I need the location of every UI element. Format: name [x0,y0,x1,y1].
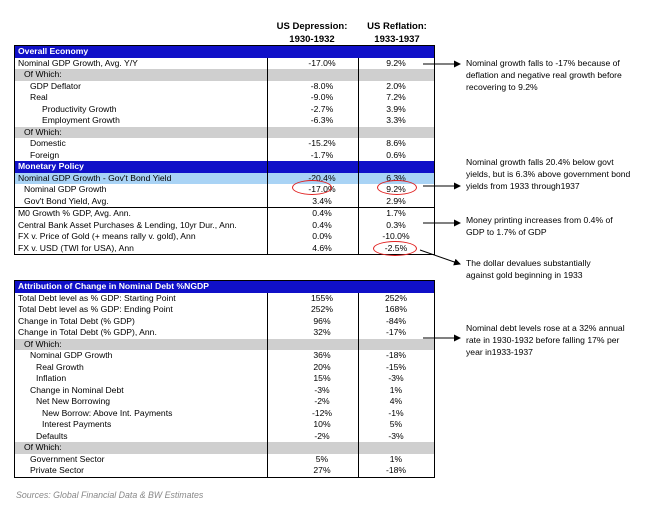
row-label: Interest Payments [42,419,112,429]
value-1930-1932: -8.0% [310,80,334,91]
row-label: Total Debt level as % GDP: Ending Point [18,304,173,314]
row-label: Nominal GDP Growth, Avg. Y/Y [18,57,138,68]
row-label: Private Sector [30,465,84,475]
table-row [15,243,434,255]
source-note: Sources: Global Financial Data & BW Estimates [16,490,204,500]
value-1930-1932: 0.4% [312,208,332,218]
table-row [15,104,434,116]
value-1930-1932: 4.6% [312,242,332,253]
value-1933-1937: -17% [385,327,407,337]
highlight-circle-neg10 [373,241,417,256]
table-row [15,184,434,196]
value-1933-1937: -3% [388,430,404,441]
header-col1-line2: 1930-1932 [289,34,335,45]
value-1930-1932: 10% [313,419,331,429]
value-1933-1937: 9.2% [386,57,406,68]
table-row [15,138,434,150]
value-1930-1932: -2.7% [310,103,334,114]
table-row [15,362,434,374]
value-1933-1937: -3% [388,373,404,383]
value-1933-1937: 4% [389,396,403,406]
value-1930-1932: -2% [314,396,330,406]
row-label: Overall Economy [18,46,89,56]
row-label: New Borrow: Above Int. Payments [42,407,173,418]
row-label: Change in Total Debt (% GDP) [18,315,135,326]
table-row [15,396,434,408]
value-1933-1937: -84% [385,315,407,326]
row-label: Defaults [36,430,68,441]
note-debt-levels: Nominal debt levels rose at a 32% annual rate in 1930-1932 before falling 17% per year in1933-1937 [466,323,625,357]
table-row [15,196,434,208]
value-1930-1932: 155% [311,292,333,303]
value-1930-1932: 0.4% [312,219,332,230]
value-1933-1937: 1% [389,453,403,464]
row-label: Nominal GDP Growth - Gov't Bond Yield [18,172,172,183]
value-1933-1937: 2.0% [386,80,406,91]
note-dollar-devalues: The dollar devalues substantially against gold beginning in 1933 [466,258,591,280]
table-row [15,231,434,243]
header-col2 [352,20,442,46]
table-row [15,293,434,305]
value-1930-1932: 252% [311,304,333,314]
value-1930-1932: 20% [313,361,331,372]
table-row [15,373,434,385]
row-label: Central Bank Asset Purchases & Lending, 10yr Dur., Ann. [18,219,237,230]
row-label: Nominal GDP Growth [24,184,107,194]
value-1933-1937: 2.9% [386,195,406,206]
table-row [15,419,434,431]
column-divider [267,293,268,477]
value-1930-1932: -2% [314,430,330,441]
header-col2-line2: 1933-1937 [374,34,420,45]
table-row [15,316,434,328]
highlight-circle-neg20 [292,180,332,195]
value-1933-1937: -2.5% [384,242,408,253]
row-label: Net New Borrowing [36,396,111,406]
table-row [15,81,434,93]
table-row [15,115,434,127]
row-label: Gov't Bond Yield, Avg. [24,195,109,206]
row-label: Monetary Policy [18,161,84,171]
row-label: Government Sector [30,453,105,464]
debt-attribution-table [14,280,435,478]
row-label: Productivity Growth [42,103,117,114]
row-label: Real [30,92,48,102]
table-row [15,327,434,339]
table-row [15,339,434,351]
row-label: FX v. USD (TWI for USA), Ann [18,242,134,253]
value-1933-1937: 1.7% [386,208,406,218]
value-1933-1937: 8.6% [386,138,406,148]
highlight-circle-6pct [377,180,417,195]
value-1930-1932: -1.7% [310,149,334,160]
section-header [15,46,434,58]
value-1933-1937: -18% [385,350,407,360]
value-1930-1932: -20.4% [308,172,336,183]
value-1930-1932: 96% [313,315,331,326]
value-1933-1937: 9.2% [386,184,406,194]
value-1930-1932: -3% [314,384,330,395]
column-divider [267,58,268,255]
row-label: GDP Deflator [30,80,81,91]
row-label: Total Debt level as % GDP: Starting Point [18,292,176,303]
value-1933-1937: 168% [385,304,407,314]
column-divider [358,58,359,255]
value-1933-1937: -10.0% [382,231,410,241]
header-col2-line1: US Reflation: [367,21,427,32]
table-row [15,127,434,139]
value-1933-1937: 7.2% [386,92,406,102]
economy-table [14,45,435,255]
column-divider [358,293,359,477]
value-1930-1932: 0.0% [312,231,332,241]
section-header [15,281,434,293]
row-label: FX v. Price of Gold (+ means rally v. gold), Ann [18,231,196,241]
header-col1-line1: US Depression: [276,21,348,32]
value-1930-1932: -6.3% [310,115,334,125]
value-1933-1937: -18% [385,465,407,475]
value-1930-1932: 36% [313,350,331,360]
table-row [15,465,434,477]
table-row [15,69,434,81]
value-1930-1932: 32% [313,327,331,337]
table-row [15,173,434,185]
row-label: Inflation [36,373,67,383]
row-label: Real Growth [36,361,84,372]
value-1933-1937: -1% [388,407,404,418]
table-row [15,408,434,420]
row-label: Of Which: [24,69,62,79]
value-1933-1937: 3.9% [386,103,406,114]
row-label: Attribution of Change in Nominal Debt %NGDP [18,281,209,291]
value-1933-1937: 0.6% [386,149,406,160]
value-1930-1932: 5% [315,453,329,464]
value-1930-1932: -17.0% [308,184,336,194]
table-row [15,454,434,466]
table-row [15,304,434,316]
value-1933-1937: 1% [389,384,403,395]
value-1933-1937: 3.3% [386,115,406,125]
table-row [15,385,434,397]
value-1933-1937: 0.3% [386,219,406,230]
row-label: Of Which: [24,126,62,137]
note-money-printing: Money printing increases from 0.4% of GDP to 1.7% of GDP [466,215,613,237]
row-label: Change in Nominal Debt [30,384,124,395]
note-nominal-growth: Nominal growth falls to -17% because of deflation and negative real growth before recovering to 9.2% [466,58,622,92]
value-1933-1937: 5% [389,419,403,429]
note-bond-yield: Nominal growth falls 20.4% below govt yields, but is 6.3% above government bond yields from 1933 through1937 [466,157,631,191]
row-label: Domestic [30,138,66,148]
table-row [15,350,434,362]
value-1933-1937: -15% [385,361,407,372]
row-label: M0 Growth % GDP, Avg. Ann. [18,208,131,218]
value-1930-1932: -9.0% [310,92,334,102]
value-1930-1932: -12% [311,407,333,418]
row-label: Nominal GDP Growth [30,350,113,360]
table-row [15,442,434,454]
row-label: Of Which: [24,442,62,452]
table-row [15,58,434,70]
header-col1 [267,20,357,46]
table-row [15,207,434,220]
table-row [15,150,434,162]
value-1930-1932: 15% [313,373,331,383]
row-label: Of Which: [24,338,62,349]
value-1930-1932: -17.0% [308,57,336,68]
value-1933-1937: 6.3% [386,172,406,183]
table-row [15,92,434,104]
value-1933-1937: 252% [385,292,407,303]
value-1930-1932: 27% [313,465,331,475]
row-label: Employment Growth [42,115,120,125]
row-label: Change in Total Debt (% GDP), Ann. [18,327,157,337]
table-row [15,220,434,232]
row-label: Foreign [30,149,60,160]
value-1930-1932: 3.4% [312,195,332,206]
section-header [15,161,434,173]
table-row [15,431,434,443]
value-1930-1932: -15.2% [308,138,336,148]
